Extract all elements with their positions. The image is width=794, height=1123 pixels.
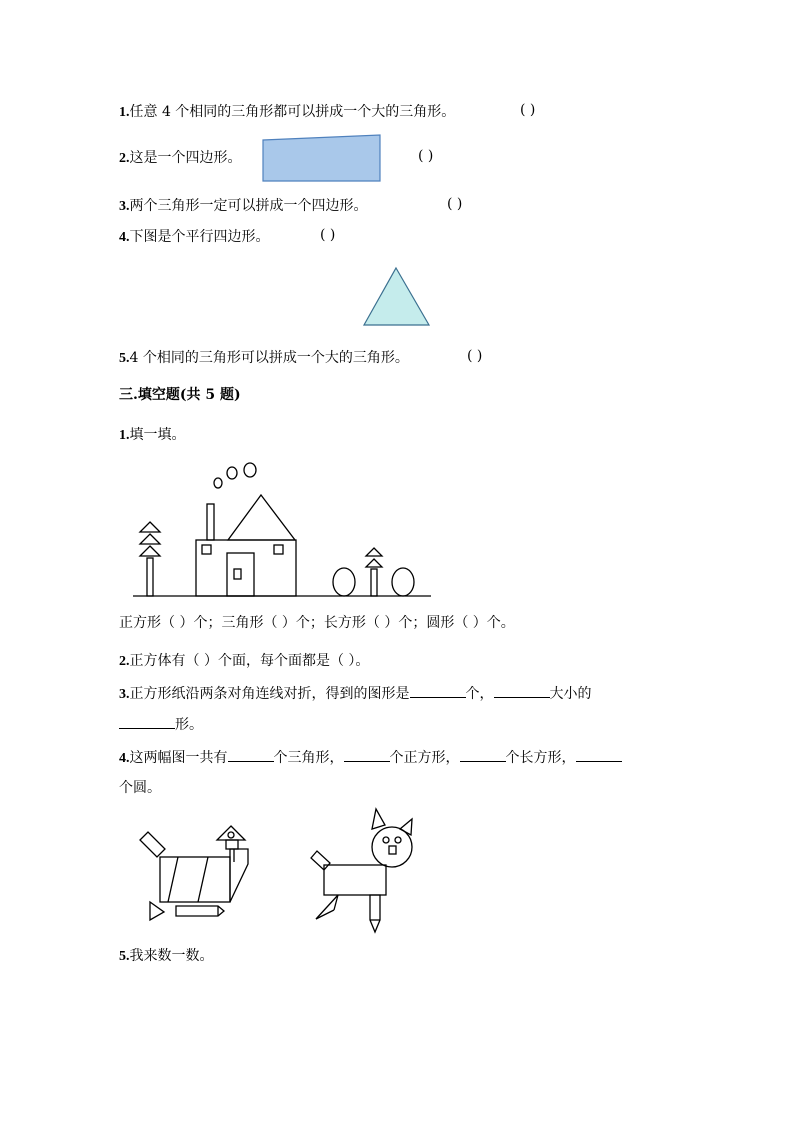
fill-q1 xyxy=(119,425,186,446)
fill-q3 xyxy=(119,683,592,705)
fill-q3-cont xyxy=(119,714,203,735)
dog-shape-figure xyxy=(138,822,263,924)
question-text: 个长方形， xyxy=(505,750,576,766)
answer-blank[interactable] xyxy=(576,747,622,762)
question-text: 下图是个平行四边形。 xyxy=(129,229,270,245)
cat-shape-figure xyxy=(308,805,423,937)
fill-q5 xyxy=(119,946,214,967)
question-number: 3. xyxy=(119,199,130,214)
question-text: 个， xyxy=(465,686,494,702)
judge-q3 xyxy=(119,196,368,217)
question-number: 5. xyxy=(119,949,130,964)
answer-paren-q5[interactable]: ( ) xyxy=(467,348,483,364)
answer-blank[interactable] xyxy=(119,714,175,729)
question-text: 大小的 xyxy=(549,686,592,702)
judge-q5 xyxy=(119,348,409,369)
question-text: 这是一个四边形。 xyxy=(129,150,242,166)
question-number: 3. xyxy=(119,687,130,702)
section-title: 三.填空题(共 5 题) xyxy=(119,387,241,403)
quadrilateral-figure xyxy=(262,134,382,184)
question-number: 1. xyxy=(119,105,130,120)
question-text: 个三角形， xyxy=(273,750,344,766)
answer-blank[interactable] xyxy=(410,683,466,698)
question-number: 2. xyxy=(119,151,130,166)
answer-blank[interactable] xyxy=(494,683,550,698)
question-number: 4. xyxy=(119,751,130,766)
question-number: 1. xyxy=(119,428,130,443)
answer-paren-q4[interactable]: ( ) xyxy=(320,227,336,243)
fill-q2 xyxy=(119,651,369,672)
question-number: 5. xyxy=(119,351,130,366)
fill-q4 xyxy=(119,747,622,769)
question-text: 个正方形， xyxy=(389,750,460,766)
answer-blank[interactable] xyxy=(344,747,390,762)
question-text: 正方形纸沿两条对角连线对折，得到的图形是 xyxy=(129,686,410,702)
answer-paren-q3[interactable]: ( ) xyxy=(447,196,463,212)
fill-q4-cont: 个圆。 xyxy=(119,780,161,796)
answer-blank[interactable] xyxy=(228,747,274,762)
question-text: 填一填。 xyxy=(129,427,186,443)
question-text: 任意 4 个相同的三角形都可以拼成一个大的三角形。 xyxy=(129,104,456,120)
question-text: 这两幅图一共有 xyxy=(129,750,228,766)
judge-q4 xyxy=(119,227,270,248)
question-number: 2. xyxy=(119,654,130,669)
question-text: 我来数一数。 xyxy=(129,948,214,964)
answer-paren-q1[interactable]: ( ) xyxy=(520,102,536,118)
triangle-figure xyxy=(363,267,431,327)
judge-q1 xyxy=(119,102,455,123)
judge-q2 xyxy=(119,148,242,169)
question-text: 正方体有（ ）个面，每个面都是（ ）。 xyxy=(129,653,370,669)
fill-q1-answer-line: 正方形（ ）个；三角形（ ）个；长方形（ ）个；圆形（ ）个。 xyxy=(119,615,515,631)
question-text: 两个三角形一定可以拼成一个四边形。 xyxy=(129,198,368,214)
question-text: 形。 xyxy=(175,717,203,733)
question-number: 4. xyxy=(119,230,130,245)
question-text: 4 个相同的三角形可以拼成一个大的三角形。 xyxy=(129,350,409,366)
house-scene-figure xyxy=(130,460,435,602)
answer-blank[interactable] xyxy=(460,747,506,762)
answer-paren-q2[interactable]: ( ) xyxy=(418,148,434,164)
